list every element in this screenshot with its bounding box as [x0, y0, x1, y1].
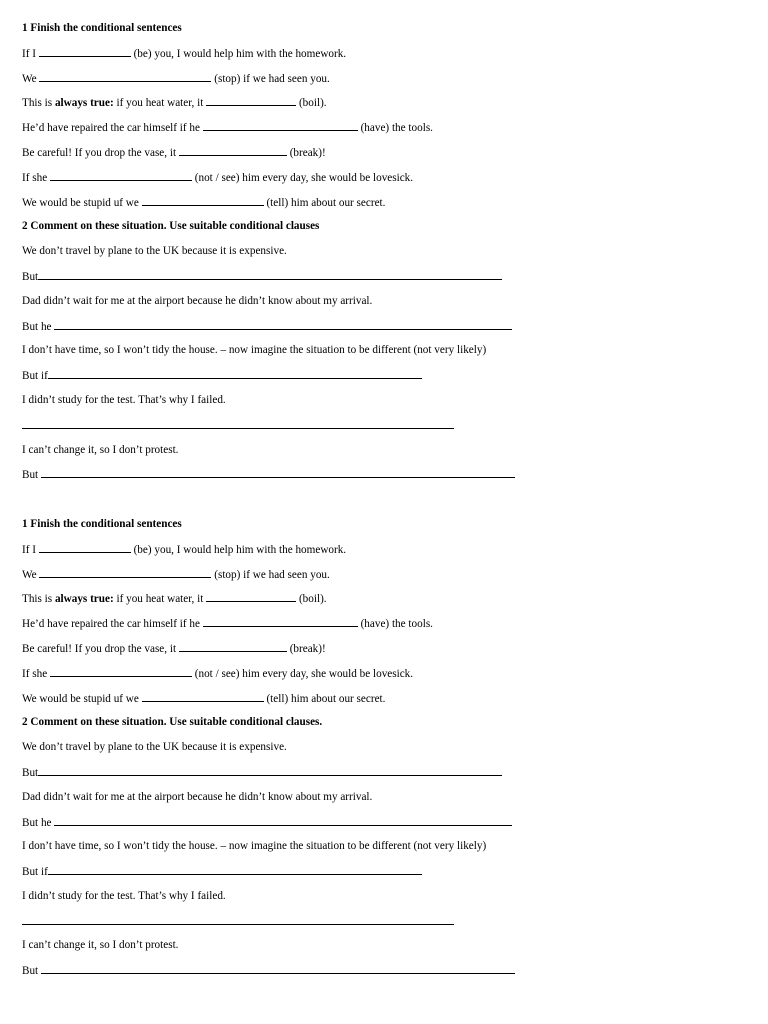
answer-blank[interactable] [41, 962, 515, 974]
sentence-text: We [22, 72, 37, 85]
sentence-text: (stop) if we had seen you. [214, 568, 330, 581]
answer-blank[interactable] [48, 367, 422, 379]
sentence-7 [22, 690, 742, 715]
worksheet [22, 20, 742, 987]
sentence-text: We [22, 568, 37, 581]
section-spacer [22, 491, 742, 516]
answer-blank[interactable] [48, 863, 422, 875]
answer-line-5 [22, 466, 742, 491]
answer-blank[interactable] [38, 764, 502, 776]
prompt-2: Dad didn’t wait for me at the airport because he didn’t know about my arrival. [22, 294, 373, 307]
answer-blank[interactable] [203, 615, 358, 627]
sentence-1 [22, 541, 742, 566]
sentence-text: (stop) if we had seen you. [214, 72, 330, 85]
sentence-text: (have) the tools. [360, 618, 433, 631]
prompt-3: I don’t have time, so I won’t tidy the house. – now imagine the situation to be different (not very likely) [22, 840, 487, 853]
answer-blank[interactable] [39, 566, 211, 578]
sentence-text: (break)! [289, 146, 326, 159]
sentence-3 [22, 94, 742, 119]
sentence-text: (be) you, I would help him with the homework. [133, 47, 347, 60]
worksheet-copy-1 [22, 20, 742, 491]
prompt-5: I can’t change it, so I don’t protest. [22, 443, 179, 456]
emphasis-text: always true: [54, 97, 114, 110]
answer-line-4 [22, 913, 742, 938]
answer-blank[interactable] [39, 45, 131, 57]
answer-blank[interactable] [179, 640, 287, 652]
answer-starter: But [22, 965, 39, 978]
sentence-text: If I [22, 543, 36, 556]
answer-blank[interactable] [39, 541, 131, 553]
sentence-text: This is [22, 97, 53, 110]
answer-starter: But [22, 469, 39, 482]
sentence-text: (not / see) him every day, she would be lovesick. [194, 667, 414, 680]
answer-starter: But if [22, 866, 48, 879]
answer-blank[interactable] [50, 665, 192, 677]
answer-blank[interactable] [54, 318, 512, 330]
sentence-text: If she [22, 171, 48, 184]
sentence-4 [22, 119, 742, 144]
emphasis-text: always true: [54, 593, 114, 606]
sentence-text: (boil). [298, 593, 327, 606]
answer-line-1 [22, 268, 742, 293]
sentence-text: We would be stupid uf we [22, 692, 139, 705]
worksheet-copy-2 [22, 516, 742, 987]
answer-line-3 [22, 863, 742, 888]
answer-line-1 [22, 764, 742, 789]
sentence-text: (be) you, I would help him with the homework. [133, 543, 347, 556]
answer-blank[interactable] [38, 268, 502, 280]
answer-starter: But [22, 766, 39, 779]
prompt-5: I can’t change it, so I don’t protest. [22, 939, 179, 952]
answer-blank[interactable] [203, 119, 358, 131]
answer-blank[interactable] [50, 169, 192, 181]
prompt-3: I don’t have time, so I won’t tidy the house. – now imagine the situation to be different (not very likely) [22, 344, 487, 357]
sentence-text: (not / see) him every day, she would be lovesick. [194, 171, 414, 184]
exercise-2-title: 2 Comment on these situation. Use suitable conditional clauses [22, 220, 320, 233]
answer-starter: But [22, 270, 39, 283]
sentence-6 [22, 169, 742, 194]
sentence-text: He’d have repaired the car himself if he [22, 618, 200, 631]
prompt-2: Dad didn’t wait for me at the airport because he didn’t know about my arrival. [22, 790, 373, 803]
answer-blank[interactable] [179, 144, 287, 156]
prompt-4: I didn’t study for the test. That’s why I failed. [22, 393, 226, 406]
answer-blank[interactable] [22, 417, 454, 429]
exercise-2-title: 2 Comment on these situation. Use suitable conditional clauses. [22, 716, 323, 729]
sentence-text: If I [22, 47, 36, 60]
answer-blank[interactable] [39, 70, 211, 82]
sentence-text: This is [22, 593, 53, 606]
answer-blank[interactable] [206, 590, 296, 602]
sentence-text: if you heat water, it [116, 593, 204, 606]
sentence-2 [22, 70, 742, 95]
answer-blank[interactable] [54, 814, 512, 826]
answer-starter: But if [22, 370, 48, 383]
exercise-1-title: 1 Finish the conditional sentences [22, 22, 182, 34]
sentence-7 [22, 194, 742, 219]
answer-line-2 [22, 814, 742, 839]
sentence-text: Be careful! If you drop the vase, it [22, 642, 177, 655]
answer-starter: But he [22, 320, 52, 333]
sentence-4 [22, 615, 742, 640]
sentence-5 [22, 640, 742, 665]
answer-blank[interactable] [206, 94, 296, 106]
sentence-3 [22, 590, 742, 615]
answer-line-4 [22, 417, 742, 442]
prompt-4: I didn’t study for the test. That’s why I failed. [22, 889, 226, 902]
sentence-text: if you heat water, it [116, 97, 204, 110]
sentence-text: We would be stupid uf we [22, 196, 139, 209]
answer-line-3 [22, 367, 742, 392]
prompt-1: We don’t travel by plane to the UK because it is expensive. [22, 245, 287, 258]
sentence-text: (tell) him about our secret. [266, 196, 386, 209]
sentence-2 [22, 566, 742, 591]
answer-blank[interactable] [41, 466, 515, 478]
answer-blank[interactable] [22, 913, 454, 925]
answer-blank[interactable] [142, 194, 264, 206]
exercise-1-title: 1 Finish the conditional sentences [22, 517, 182, 530]
sentence-text: Be careful! If you drop the vase, it [22, 146, 177, 159]
sentence-text: (break)! [289, 642, 326, 655]
sentence-text: He’d have repaired the car himself if he [22, 122, 200, 135]
answer-line-2 [22, 318, 742, 343]
sentence-6 [22, 665, 742, 690]
sentence-text: If she [22, 667, 48, 680]
sentence-text: (boil). [298, 97, 327, 110]
sentence-1 [22, 45, 742, 70]
answer-starter: But he [22, 816, 52, 829]
answer-blank[interactable] [142, 690, 264, 702]
prompt-1: We don’t travel by plane to the UK because it is expensive. [22, 741, 287, 754]
answer-line-5 [22, 962, 742, 987]
sentence-5 [22, 144, 742, 169]
sentence-text: (tell) him about our secret. [266, 692, 386, 705]
sentence-text: (have) the tools. [360, 122, 433, 135]
